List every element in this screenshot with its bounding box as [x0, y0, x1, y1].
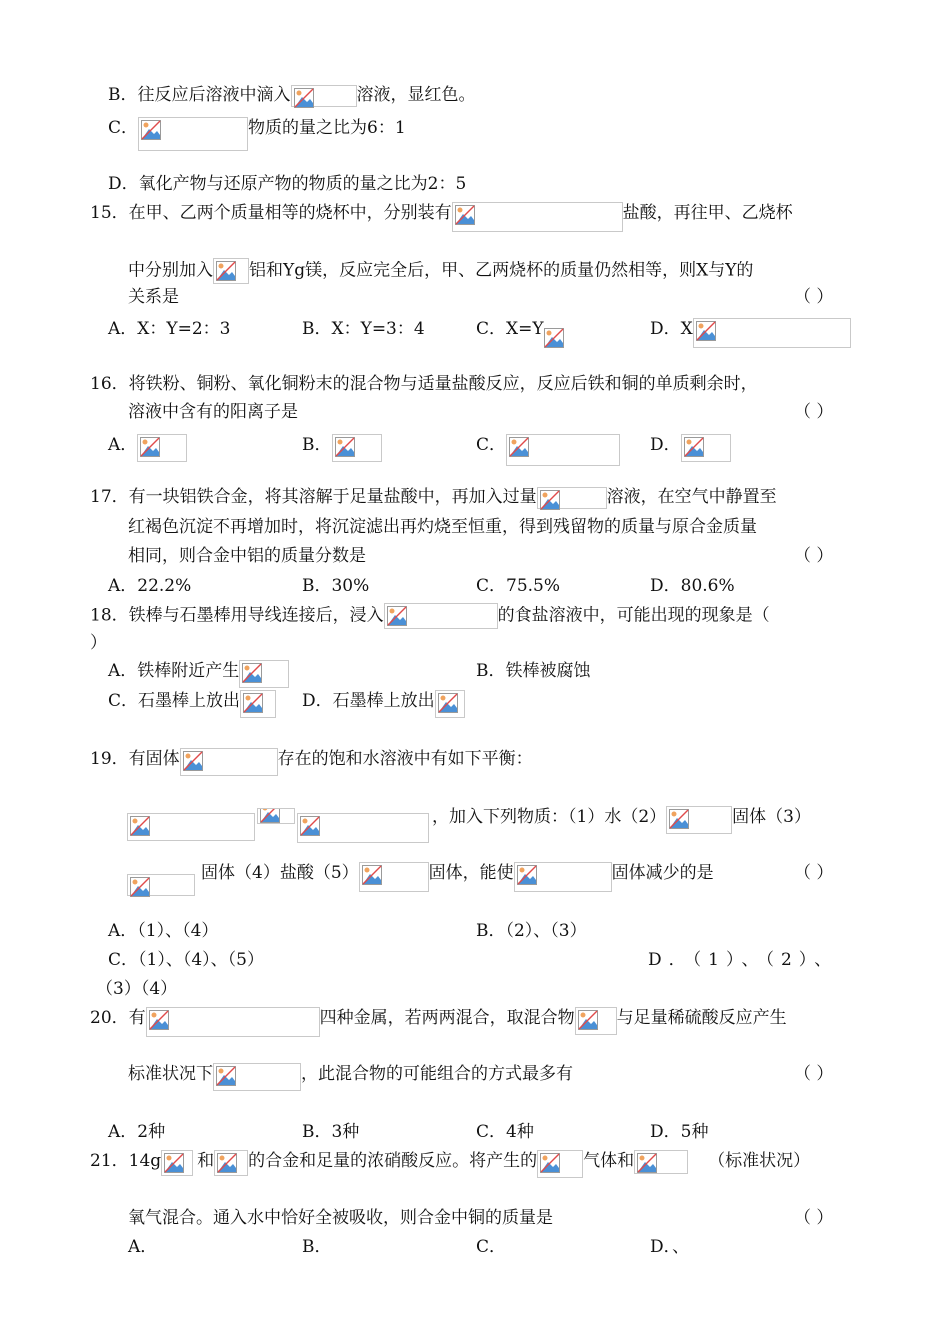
q14-option-d: D．氧化产物与还原产物的物质的量之比为2：5 — [108, 174, 467, 194]
q20-option-b: B．3种 — [302, 1122, 360, 1142]
broken-image-icon — [146, 1007, 320, 1037]
q19-line2: ，加入下列物质：（1）水（2） 固体（3） — [432, 806, 811, 834]
q15-option-a: A．X：Y=2：3 — [108, 319, 231, 339]
q18-option-c: C．石墨棒上放出 — [108, 690, 276, 718]
broken-image-icon — [514, 862, 612, 892]
q20-line1: 20．有 四种金属，若两两混合，取混合物 与足量稀硫酸反应产生 — [90, 1007, 787, 1037]
q16-option-c: C． — [476, 434, 620, 466]
q21-option-c: C． — [476, 1237, 507, 1257]
q16-option-a: A． — [108, 434, 187, 462]
answer-bracket: （ ） — [794, 1208, 834, 1228]
q21-line2: 氧气混合。通入水中恰好全被吸收，则合金中铜的质量是 — [128, 1208, 553, 1228]
q19-option-d-cont: （3）（4） — [96, 979, 178, 999]
q20-line2: 标准状况下 ，此混合物的可能组合的方式最多有 — [128, 1063, 573, 1091]
q16-option-b: B． — [302, 434, 382, 462]
broken-image-icon — [297, 813, 429, 843]
q15-option-c: C．X=Y — [476, 318, 564, 342]
broken-image-icon — [537, 487, 607, 509]
broken-image-icon — [693, 318, 851, 348]
q21-option-b: B． — [302, 1237, 332, 1257]
broken-image-icon — [127, 813, 255, 841]
broken-image-icon — [214, 1150, 248, 1176]
answer-bracket: （ ） — [794, 546, 834, 566]
q20-option-c: C．4种 — [476, 1122, 534, 1142]
broken-image-icon — [332, 434, 382, 462]
q20-option-d: D．5种 — [650, 1122, 709, 1142]
answer-bracket: （ ） — [794, 287, 834, 307]
broken-image-icon — [666, 806, 732, 834]
answer-bracket: （ ） — [794, 402, 834, 422]
q18-line1: 18．铁棒与石墨棒用导线连接后，浸入 的食盐溶液中，可能出现的现象是（ — [90, 603, 770, 629]
q19-line1: 19．有固体 存在的饱和水溶液中有如下平衡： — [90, 748, 533, 776]
q19-option-c: C．（1）、（4）、（5） — [108, 950, 264, 970]
q18-option-a: A．铁棒附近产生 — [108, 660, 289, 688]
broken-image-icon — [359, 862, 429, 892]
q15-line2: 中分别加入 铝和Yg镁，反应完全后，甲、乙两烧杯的质量仍然相等，则X与Y的 — [128, 258, 753, 284]
q15-option-b: B．X：Y=3：4 — [302, 319, 425, 339]
q19-line3: 固体（4）盐酸（5） 固体，能使 固体减少的是 — [127, 862, 714, 896]
q16-line2: 溶液中含有的阳离子是 — [128, 402, 298, 422]
broken-image-icon — [681, 434, 731, 462]
broken-image-icon — [138, 117, 248, 151]
q17-option-a: A．22.2% — [108, 576, 192, 596]
q17-line3: 相同，则合金中铝的质量分数是 — [128, 546, 366, 566]
q16-option-d: D． — [650, 434, 731, 462]
broken-image-icon — [137, 434, 187, 462]
broken-image-icon — [213, 1063, 301, 1091]
q21-option-a: A． — [128, 1237, 158, 1257]
q18-line2: ） — [90, 633, 107, 653]
broken-image-icon — [506, 434, 620, 466]
q17-option-d: D．80.6% — [650, 576, 735, 596]
broken-image-icon — [213, 258, 249, 284]
broken-image-icon — [435, 690, 465, 718]
q16-line1: 16．将铁粉、铜粉、氧化铜粉末的混合物与适量盐酸反应，反应后铁和铜的单质剩余时， — [90, 374, 758, 394]
broken-image-icon — [257, 808, 295, 824]
broken-image-icon — [127, 874, 195, 896]
q17-line1: 17．有一块铝铁合金，将其溶解于足量盐酸中，再加入过量 溶液，在空气中静置至 — [90, 487, 777, 507]
q19-option-a: A．（1）、（4） — [108, 921, 219, 941]
q20-option-a: A．2种 — [108, 1122, 166, 1142]
broken-image-icon — [180, 748, 278, 776]
broken-image-icon — [291, 85, 357, 107]
broken-image-icon — [452, 202, 623, 232]
q21-line1: 21．14g 和 的合金和足量的浓硝酸反应。将产生的 气体和 （标准状况） — [90, 1150, 810, 1178]
q15-line1: 15．在甲、乙两个质量相等的烧杯中，分别装有 盐酸，再往甲、乙烧杯 — [90, 202, 793, 232]
answer-bracket: （ ） — [794, 863, 834, 883]
broken-image-icon — [544, 318, 564, 342]
q15-line3: 关系是 — [128, 287, 179, 307]
broken-image-icon — [634, 1150, 688, 1174]
q17-option-b: B．30% — [302, 576, 370, 596]
q17-line2: 红褐色沉淀不再增加时，将沉淀滤出再灼烧至恒重，得到残留物的质量与原合金质量 — [128, 517, 757, 537]
q14-option-c: C． 物质的量之比为6：1 — [108, 117, 406, 151]
broken-image-icon — [537, 1150, 583, 1178]
answer-bracket: （ ） — [794, 1064, 834, 1084]
q14-option-b: B．往反应后溶液中滴入 溶液，显红色。 — [108, 85, 476, 105]
q19-option-d: D．（1）、（2）、 — [648, 950, 839, 970]
broken-image-icon — [575, 1007, 617, 1035]
q18-option-b: B．铁棒被腐蚀 — [476, 661, 591, 681]
q15-option-d: D．X — [650, 318, 851, 348]
broken-image-icon — [240, 690, 276, 718]
broken-image-icon — [161, 1150, 193, 1176]
q18-option-d: D．石墨棒上放出 — [302, 690, 465, 718]
q17-option-c: C．75.5% — [476, 576, 561, 596]
broken-image-icon — [384, 603, 498, 629]
q21-option-d: D．、 — [650, 1237, 690, 1257]
broken-image-icon — [239, 660, 289, 688]
q19-option-b: B．（2）、（3） — [476, 921, 587, 941]
